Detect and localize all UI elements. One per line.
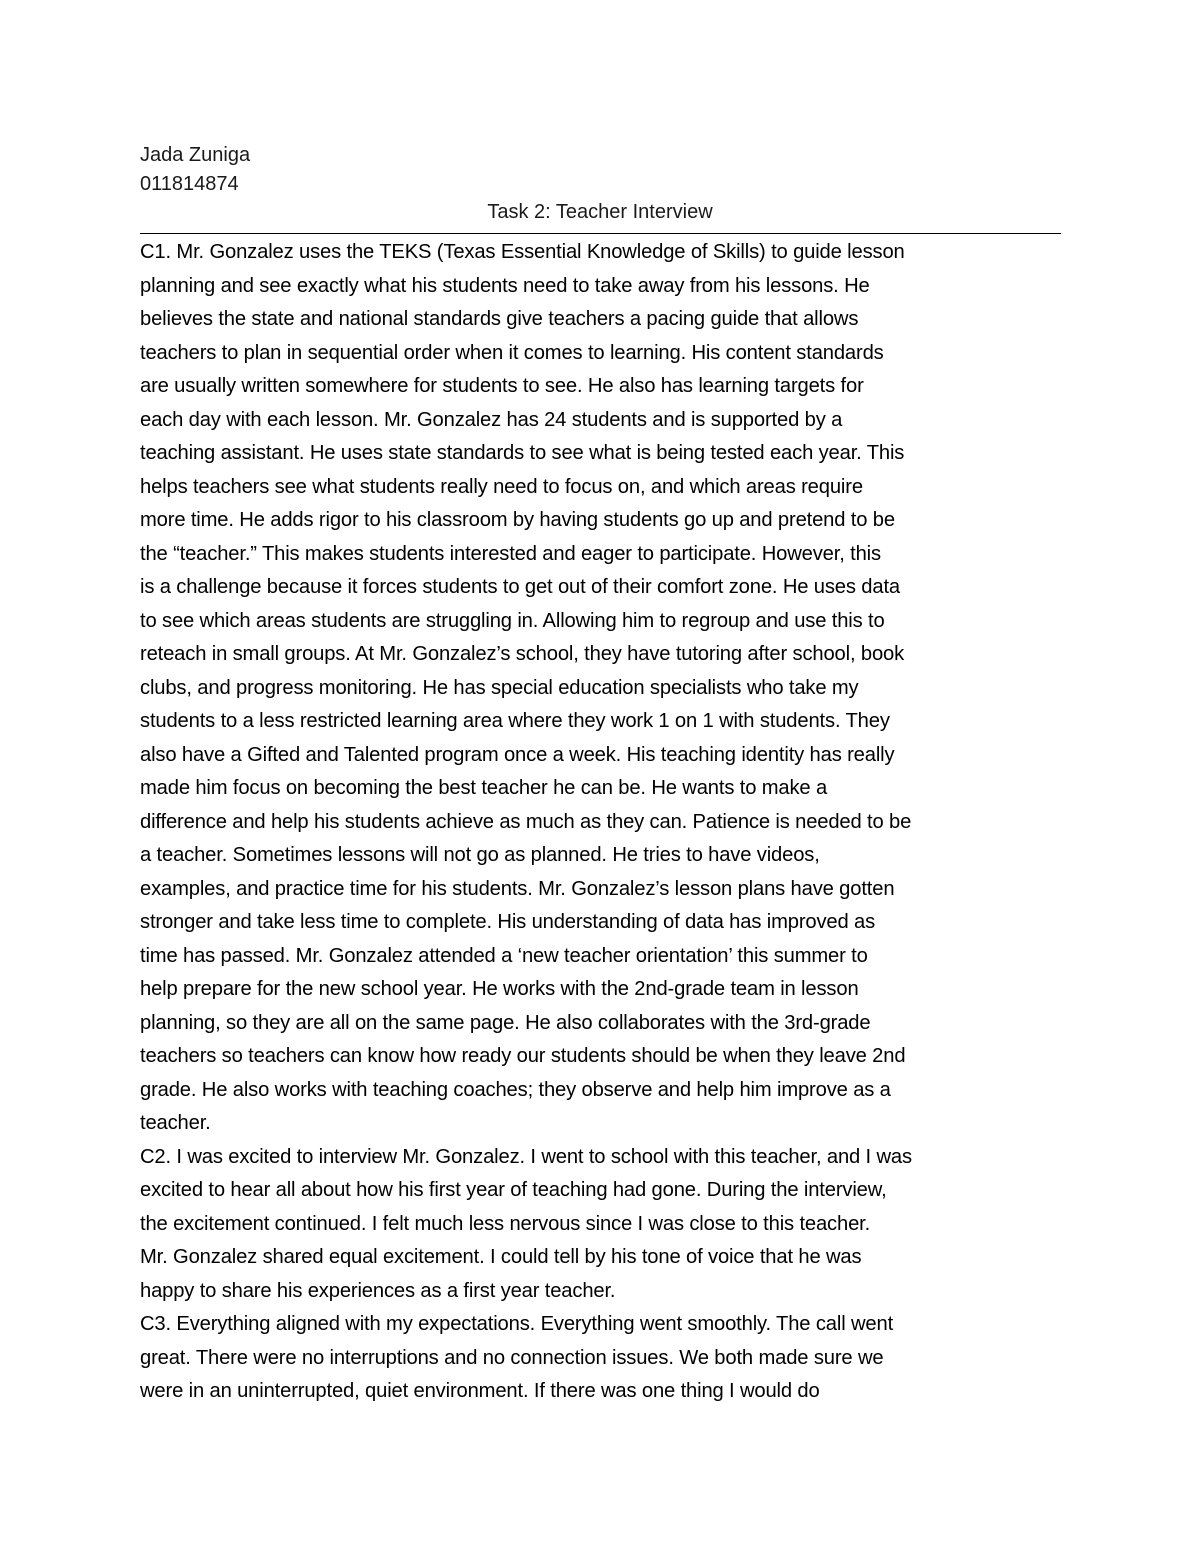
text-line: examples, and practice time for his students. Mr. Gonzalez’s lesson plans have gotten [140,877,895,900]
student-id: 011814874 [140,173,239,195]
document-body [140,236,1061,1409]
text-line: time has passed. Mr. Gonzalez attended a ‘new teacher orientation’ this summer to [140,944,868,967]
title-underline [140,233,1061,234]
text-line: teacher. [140,1112,211,1134]
text-line: each day with each lesson. Mr. Gonzalez has 24 students and is supported by a [140,408,843,431]
text-line: teaching assistant. He uses state standards to see what is being tested each year. This [140,442,905,464]
section-c1 [140,236,1061,1141]
text-line: more time. He adds rigor to his classroom by having students go up and pretend to be [140,509,895,531]
text-line: clubs, and progress monitoring. He has special education specialists who take my [140,676,859,699]
section-c3 [140,1308,1061,1409]
text-line: happy to share his experiences as a first year teacher. [140,1279,616,1302]
text-line: were in an uninterrupted, quiet environment. If there was one thing I would do [140,1380,820,1402]
text-line: difference and help his students achieve as much as they can. Patience is needed to be [140,810,912,833]
text-line: also have a Gifted and Talented program once a week. His teaching identity has really [140,743,895,766]
text-line: C3. Everything aligned with my expectations. Everything went smoothly. The call went [140,1313,894,1335]
text-line: the “teacher.” This makes students interested and eager to participate. However, this [140,542,881,565]
text-line: excited to hear all about how his first year of teaching had gone. During the interview, [140,1179,887,1201]
text-line: planning, so they are all on the same page. He also collaborates with the 3rd-grade [140,1011,871,1034]
text-line: planning and see exactly what his students need to take away from his lessons. He [140,274,870,297]
text-line: students to a less restricted learning area where they work 1 on 1 with students. They [140,710,890,732]
text-line: a teacher. Sometimes lessons will not go as planned. He tries to have videos, [140,844,820,866]
text-line: helps teachers see what students really need to focus on, and which areas require [140,475,863,498]
text-line: to see which areas students are struggling in. Allowing him to regroup and use this to [140,609,885,632]
text-line: help prepare for the new school year. He works with the 2nd-grade team in lesson [140,978,859,1000]
section-c2 [140,1141,1061,1309]
text-line: the excitement continued. I felt much less nervous since I was close to this teacher. [140,1212,871,1235]
text-line: are usually written somewhere for students to see. He also has learning targets for [140,375,864,397]
text-line: is a challenge because it forces students to get out of their comfort zone. He uses data [140,576,900,598]
text-line: reteach in small groups. At Mr. Gonzalez’s school, they have tutoring after school, book [140,643,905,665]
text-line: C2. I was excited to interview Mr. Gonzalez. I went to school with this teacher, and I was [140,1145,912,1168]
text-line: believes the state and national standards give teachers a pacing guide that allows [140,308,859,330]
text-line: Mr. Gonzalez shared equal excitement. I could tell by his tone of voice that he was [140,1246,862,1268]
author-name: Jada Zuniga [140,144,251,166]
text-line: made him focus on becoming the best teacher he can be. He wants to make a [140,777,828,799]
text-line: grade. He also works with teaching coaches; they observe and help him improve as a [140,1078,891,1101]
document-title: Task 2: Teacher Interview [487,201,713,223]
text-line: C1. Mr. Gonzalez uses the TEKS (Texas Essential Knowledge of Skills) to guide lesson [140,241,905,263]
text-line: great. There were no interruptions and no connection issues. We both made sure we [140,1346,884,1369]
text-line: stronger and take less time to complete. His understanding of data has improved as [140,911,876,933]
text-line: teachers so teachers can know how ready our students should be when they leave 2nd [140,1045,906,1067]
text-line: teachers to plan in sequential order when it comes to learning. His content standards [140,341,884,364]
